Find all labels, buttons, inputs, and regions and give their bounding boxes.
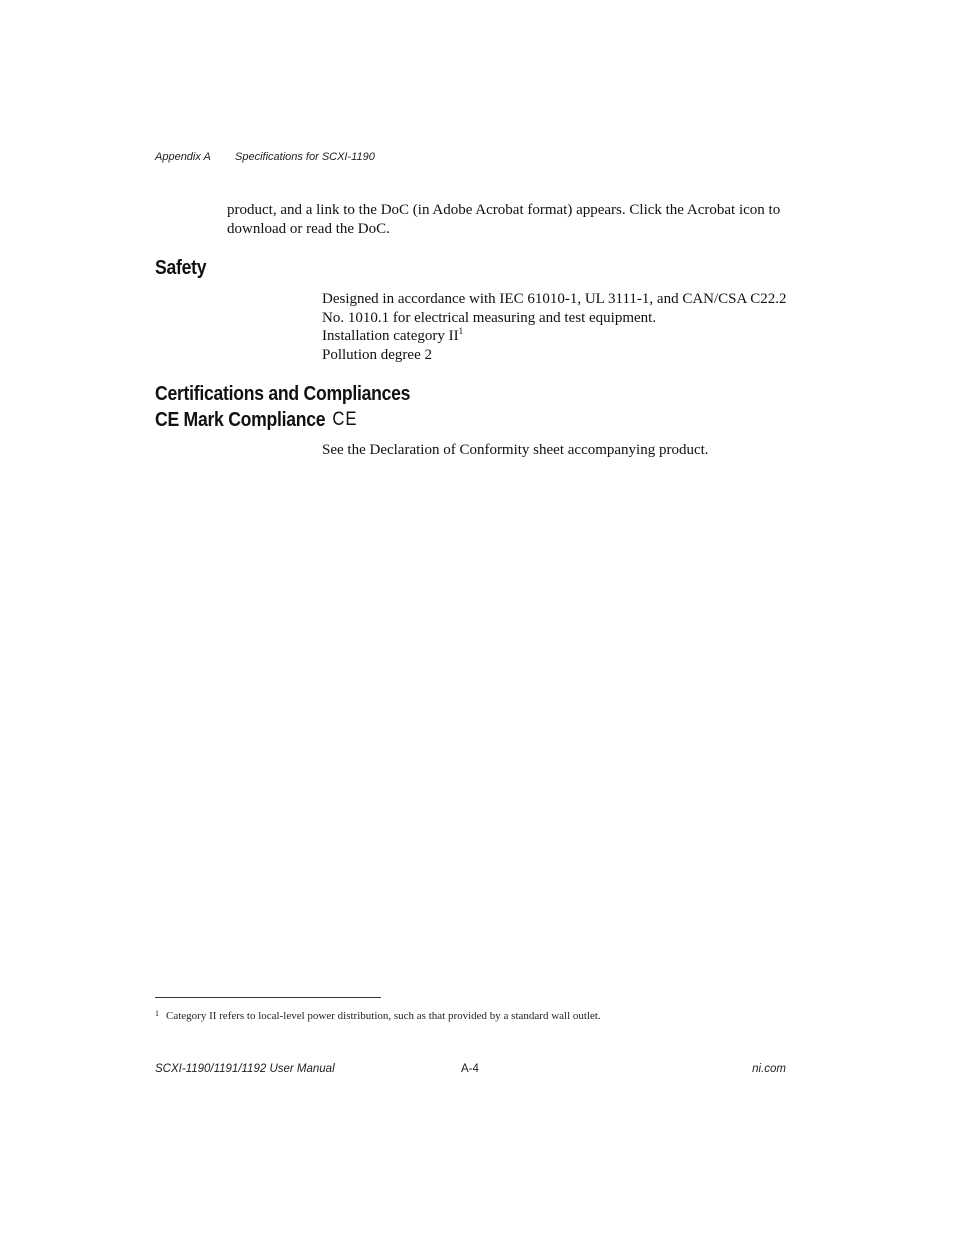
ce-mark-heading <box>155 409 357 432</box>
ce-mark-heading-text: CE Mark Compliance <box>155 409 326 431</box>
ce-mark-icon: CE <box>332 409 358 430</box>
safety-heading: Safety <box>155 257 207 279</box>
safety-standards-text: Designed in accordance with IEC 61010-1, UL 3111-1, and CAN/CSA C22.2 No. 1010.1 for electrical measuring and test equipment. <box>322 291 787 326</box>
footnote-text: Category II refers to local-level power distribution, such as that provided by a standard wall outlet. <box>166 1010 601 1022</box>
pollution-degree-text: Pollution degree 2 <box>322 346 432 363</box>
footnote-divider <box>155 997 381 998</box>
certifications-heading: Certifications and Compliances <box>155 383 411 405</box>
footer-page-number: A-4 <box>461 1063 479 1075</box>
footnote <box>155 1009 601 1022</box>
footer-manual-title: SCXI-1190/1191/1192 User Manual <box>155 1063 335 1075</box>
footnote-number: 1 <box>155 1009 159 1018</box>
header-section-title: Specifications for SCXI-1190 <box>235 151 375 163</box>
footer-website-link[interactable]: ni.com <box>752 1063 786 1075</box>
safety-block <box>322 290 792 364</box>
footnote-reference[interactable]: 1 <box>458 326 464 336</box>
ce-compliance-text: See the Declaration of Conformity sheet accompanying product. <box>322 442 709 458</box>
installation-category-line <box>322 327 792 346</box>
header-appendix-label: Appendix A <box>155 151 211 163</box>
intro-paragraph: product, and a link to the DoC (in Adobe Acrobat format) appears. Click the Acrobat icon to download or read the DoC. <box>227 202 781 237</box>
installation-category-text: Installation category II <box>322 328 459 344</box>
